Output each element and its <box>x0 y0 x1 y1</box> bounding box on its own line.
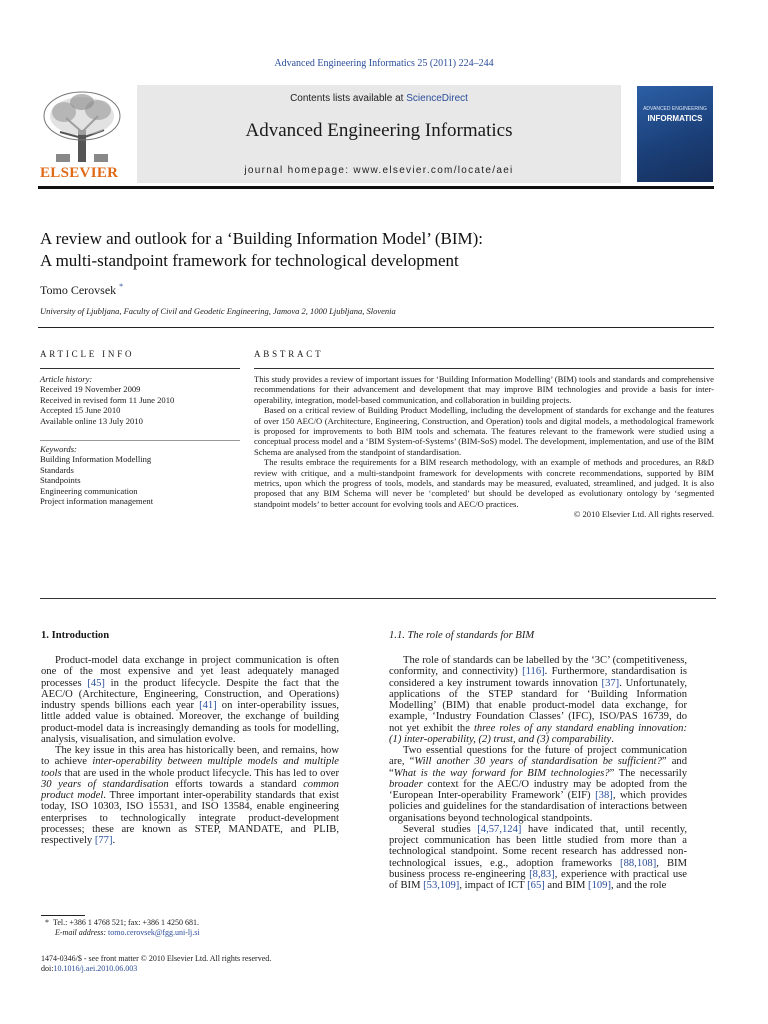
citation-link[interactable]: [65] <box>527 880 545 891</box>
body-column-left <box>41 655 339 846</box>
doi-line <box>41 964 271 974</box>
author-footnote <box>41 918 341 938</box>
text-span: on inter-operability issues, little added value is obtained. Moreover, the exchange of building product-model data is increasingly demanding as tools for modelling, analysis, visualisation, and simulation evolve. <box>41 700 339 745</box>
citation-link[interactable]: [8,83] <box>529 868 555 880</box>
journal-homepage[interactable]: journal homepage: www.elsevier.com/locate/aei <box>244 165 514 176</box>
contents-available-line <box>137 93 621 104</box>
text-span: . Unfortunately, applications of the STEP standard for ‘Building Information Modelling’ (BIM) that enable product-model data exchange, for example, ‘Industry Foundation Classes’ (IFC), ISO/PAS 16739, do not yet exhibit the <box>389 677 687 734</box>
body-column-right <box>389 655 687 891</box>
history-item: Received in revised form 11 June 2010 <box>40 394 175 405</box>
italic-span: What is the way forward for BIM technologies? <box>393 767 610 779</box>
author-affiliation: University of Ljubljana, Faculty of Civil and Geodetic Engineering, Jamova 2, 1000 Ljubljana, Slovenia <box>40 306 396 316</box>
keyword-item: Building Information Modelling <box>40 454 152 465</box>
text-span: , experience with practical use of BIM <box>389 868 687 891</box>
author-line <box>40 282 123 298</box>
text-span: , BIM business process re-engineering <box>389 857 687 880</box>
text-span: ” The necessarily <box>609 767 687 779</box>
keyword-item: Standards <box>40 464 74 475</box>
text-span: and BIM <box>544 880 589 891</box>
abstract-paragraph: The results embrace the requirements for a BIM research methodology, with an example of methods and procedures, an R&D review with critique, and a multi-standpoint framework for developments with concrete recommendations, supported by BIM metrics, upon which the progress of tools, models, and standards may be measured, evaluated, streamlined, and judged. It is also proposed that any BIM Schema will never be ‘completed’ but should be developed as evolutionary ontology by ‘segmented standpoint models’ to better account for evolving tools and AEC/O practices. <box>254 457 714 509</box>
abstract-paragraph: Based on a critical review of Building Product Modelling, including the development of standards for exchange and the features of over 150 AEC/O (Architecture, Engineering, Construction, and Operation) tools and digital models, a methodological framework is proposed for improvements to both BIM tools and schemata. The features relevant to the framework were studied using a conceptual process model and a ‘BIM System-of-Systems’ (BIM-SoS) model. The development, implementation, and use of the BIM Schema are analysed from the standpoint of standardisation. <box>254 405 714 457</box>
keyword-item: Project information management <box>40 496 154 507</box>
citation-link[interactable]: [38] <box>595 790 613 801</box>
text-span: in the product lifecycle. Despite the fact that the AEC/O (Architecture, Engineering, Construction, and Operations) industry spends billions each year <box>41 677 339 711</box>
keyword-item: Standpoints <box>40 475 81 486</box>
citation-link[interactable]: [88,108] <box>620 857 657 869</box>
history-item: Accepted 15 June 2010 <box>40 405 121 416</box>
abstract-heading: ABSTRACT <box>254 349 324 359</box>
text-span: The key issue in this area has historically been, and remains, how to achieve <box>41 745 339 768</box>
body-paragraph <box>41 745 339 846</box>
cover-title-large: INFORMATICS <box>647 114 703 123</box>
article-title-line-1: A review and outlook for a ‘Building Information Model’ (BIM): <box>40 229 484 248</box>
italic-span: Will another 30 years of standardisation be sufficient? <box>414 756 662 768</box>
abstract-body <box>254 374 714 520</box>
text-span: that are used in the whole product lifecycle. This has led to over <box>61 767 339 779</box>
text-span: . <box>112 835 116 846</box>
text-span: . <box>611 733 614 745</box>
text-span: , impact of ICT <box>459 880 528 891</box>
text-span: Product-model data exchange in project communication is often one of the most expensive and yet least adequately managed processes <box>41 655 339 689</box>
citation-link[interactable]: [45] <box>87 677 105 689</box>
italic-span: 30 years of standardisation <box>41 778 169 790</box>
front-matter-rule <box>40 598 716 599</box>
author-footnote-mark[interactable]: * <box>119 282 124 291</box>
article-info-heading: ARTICLE INFO <box>40 349 135 359</box>
article-history <box>40 374 240 426</box>
citation-link[interactable]: [53,109] <box>423 880 460 891</box>
citation-link[interactable]: [41] <box>199 700 217 711</box>
footnote-contact <box>41 918 341 928</box>
body-paragraph <box>389 655 687 745</box>
text-span: ” and “ <box>389 756 687 779</box>
citation-link[interactable]: [4,57,124] <box>477 823 522 835</box>
footnote-email-label: E-mail address: <box>55 928 109 937</box>
italic-span: broader <box>389 778 423 790</box>
issn-line: 1474-0346/$ - see front matter © 2010 Elsevier Ltd. All rights reserved. <box>41 954 272 963</box>
elsevier-wordmark[interactable]: ELSEVIER <box>40 165 119 181</box>
text-span: , and the role <box>611 880 667 891</box>
affiliation-rule <box>38 327 714 328</box>
footnote-contact-text: Tel.: +386 1 4768 521; fax: +386 1 4250 681. <box>53 918 200 927</box>
keywords-rule <box>40 440 240 441</box>
section-heading-introduction: 1. Introduction <box>41 630 110 641</box>
header-rule <box>38 186 714 189</box>
citation-link[interactable]: [77] <box>94 835 113 846</box>
contents-prefix: Contents lists available at <box>290 93 407 104</box>
article-title-line-2: A multi-standpoint framework for technological development <box>40 251 459 270</box>
journal-title: Advanced Engineering Informatics <box>245 120 513 141</box>
keywords-label: Keywords: <box>40 444 77 454</box>
body-paragraph <box>389 824 687 892</box>
citation-link[interactable]: [116] <box>522 666 545 678</box>
text-span: have indicated that, until recently, project communication has been little studied from more than a technological standpoint. Some recent research has addressed non-technological issues, e.g., adoption frameworks <box>389 823 687 869</box>
italic-span: common product model <box>41 778 339 801</box>
cover-title-small: ADVANCED ENGINEERING <box>643 106 707 112</box>
abstract-copyright: © 2010 Elsevier Ltd. All rights reserved. <box>573 509 714 520</box>
text-span: . Furthermore, standardisation is considered a key instrument towards innovation <box>389 666 687 689</box>
history-label: Article history: <box>40 374 93 384</box>
citation-link[interactable]: [109] <box>588 880 611 891</box>
text-span: efforts towards a standard <box>168 778 304 790</box>
footnote-email-line <box>41 928 341 938</box>
abstract-paragraph: This study provides a review of important issues for ‘Building Information Modelling’ (BIM) tools and standards and comprehensive recommendations for their advancement and development that may improve BIM technologies and provide a basis for inter-operability, integration, model-based communication, and collaboration in building projects. <box>254 374 714 405</box>
history-item: Received 19 November 2009 <box>40 384 141 395</box>
italic-span: inter-operability between multiple models and multiple tools <box>41 756 339 779</box>
italic-span: three roles of any standard enabling innovation: (1) inter-operability, (2) trust, and (3) comparability <box>389 722 687 745</box>
footnote-mark: * <box>45 918 49 927</box>
subsection-heading: 1.1. The role of standards for BIM <box>389 630 535 641</box>
journal-cover-image[interactable] <box>637 86 713 182</box>
author-name: Tomo Cerovsek <box>40 283 117 297</box>
history-item: Available online 13 July 2010 <box>40 415 143 426</box>
body-paragraph <box>389 745 687 824</box>
text-span: , which provides policies and guidelines for the standardisation of interactions between organisations beyond technological standpoints. <box>389 790 687 824</box>
text-span: . Three important inter-operability standards that exist today, ISO 10303, ISO 15531, and ISO 13584, enable engineering enterprises to technologically integrate product-development processes; these are known as STEP, MANDATE, and PLIB, respectively <box>41 790 339 846</box>
text-span: Two essential questions for the future of project communication are, “ <box>389 745 687 768</box>
journal-reference[interactable]: Advanced Engineering Informatics 25 (2011) 224–244 <box>274 58 494 69</box>
body-paragraph <box>41 655 339 745</box>
sciencedirect-link[interactable]: ScienceDirect <box>406 93 468 104</box>
citation-link[interactable]: [37] <box>601 677 620 689</box>
text-span: Several studies <box>403 823 478 835</box>
issn-block <box>41 954 271 974</box>
article-info-rule <box>40 368 240 369</box>
keyword-item: Engineering communication <box>40 485 138 496</box>
doi-label: doi: <box>41 964 54 973</box>
author-email-link[interactable]: tomo.cerovsek@fgg.uni-lj.si <box>108 928 200 937</box>
footnote-rule <box>41 915 85 916</box>
abstract-rule <box>254 368 714 369</box>
keywords <box>40 444 240 506</box>
text-span: context for the AEC/O industry may be adopted from the ‘European Inter-operability Framework’ (EIF) <box>389 778 687 801</box>
doi-link[interactable]: 10.1016/j.aei.2010.06.003 <box>53 964 138 973</box>
text-span: The role of standards can be labelled by the ‘3C’ (competitiveness, conformity, and connectivity) <box>389 655 687 678</box>
